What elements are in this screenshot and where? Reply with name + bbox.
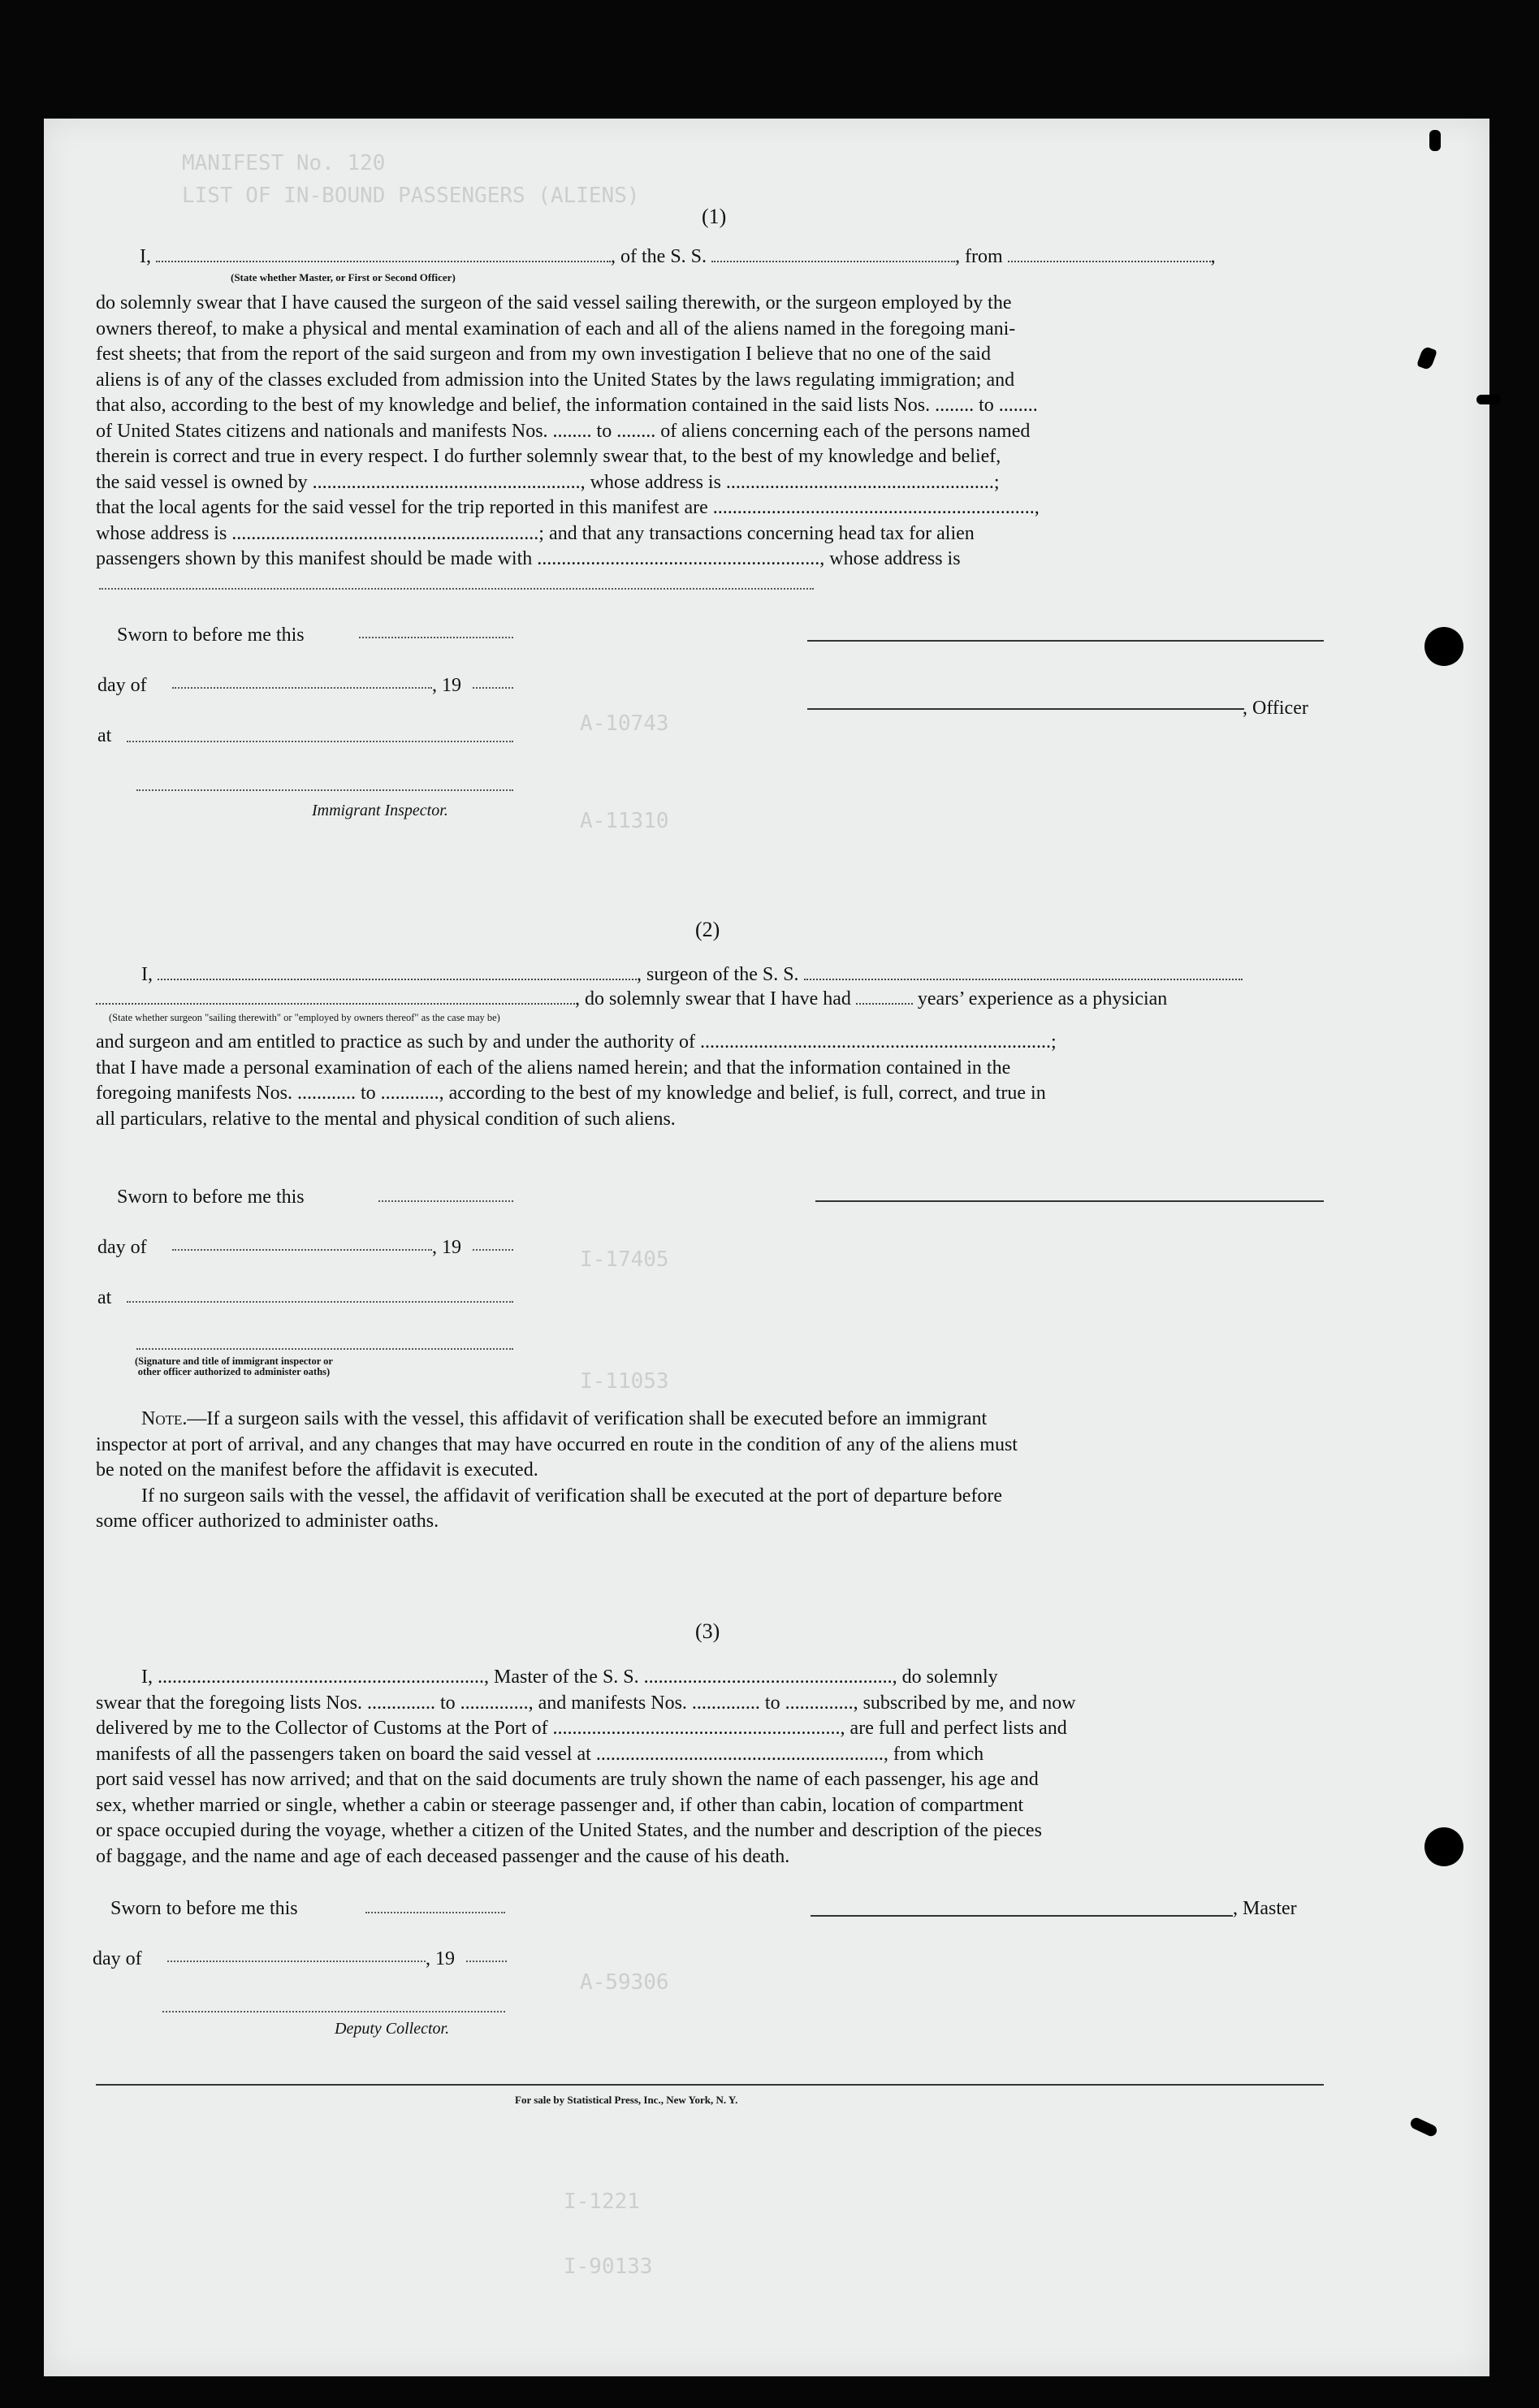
address-field[interactable] (99, 588, 814, 590)
bleed-through-text: LIST OF IN-BOUND PASSENGERS (ALIENS) (182, 184, 640, 208)
officer-signature-line-1[interactable] (807, 640, 1324, 642)
year-label: , 19 (432, 675, 461, 696)
oath-line: that the local agents for the said vessel for the trip reported in this manifest are .................................................................., (96, 497, 1040, 518)
bleed-through-text: I-1221 (564, 2190, 640, 2214)
year-field[interactable] (473, 687, 513, 689)
from-label: , from (955, 246, 1003, 267)
section-1-oath-text (96, 291, 1379, 573)
oath-line: swear that the foregoing lists Nos. .............. to .............., and manifests Nos. .............. to .............., subscribed by me, and now (96, 1692, 1076, 1714)
oath-line: manifests of all the passengers taken on board the said vessel at ..........................................................., from which (96, 1743, 984, 1765)
year-label: , 19 (426, 1948, 455, 1969)
bleed-through-text: A-11310 (580, 809, 669, 833)
note-label: Note. (141, 1408, 188, 1429)
surgeon-signature-line[interactable] (815, 1200, 1324, 1202)
oath-line: therein is correct and true in every respect. I do further solemnly swear that, to the best of my knowledge and belief, (96, 446, 1001, 467)
oath-line: that I have made a personal examination of each of the aliens named herein; and that the information contained in the (96, 1057, 1011, 1079)
oath-line: all particulars, relative to the mental and physical condition of such aliens. (96, 1108, 676, 1130)
oath-line: that also, according to the best of my knowledge and belief, the information contained in the said lists Nos. ........ to ........ (96, 395, 1038, 416)
note-line (96, 1407, 1379, 1433)
day-of-label: day of (93, 1948, 142, 1969)
surgeon-vessel-field[interactable] (804, 964, 1243, 980)
day-of-field[interactable] (172, 687, 432, 689)
officer-name-field[interactable] (156, 246, 611, 262)
oath-line: whose address is ...............................................................; and that any transactions concerning head tax for alien (96, 522, 975, 544)
bleed-through-text: I-11053 (580, 1369, 669, 1394)
signature-caption (135, 1356, 333, 1377)
sworn-date-field[interactable] (378, 1200, 513, 1202)
surgeon-name-field[interactable] (158, 964, 637, 980)
section-3-heading: (3) (695, 1619, 720, 1643)
years-field[interactable] (856, 988, 913, 1005)
oath-line: the said vessel is owned by ......................................................., whose address is .......................................................; (96, 471, 1000, 493)
oath-line: aliens is of any of the classes excluded from admission into the United States by the laws regulating immigration; and (96, 369, 1015, 391)
oath-pronoun: I, (140, 246, 151, 267)
signature-caption-line: (Signature and title of immigrant inspector or (135, 1355, 333, 1367)
master-signature-line[interactable] (811, 1915, 1233, 1917)
document-page (44, 119, 1489, 2376)
bleed-through-text: MANIFEST No. 120 (182, 151, 386, 175)
punch-hole (1424, 1827, 1463, 1866)
edge-nick (1476, 395, 1501, 404)
years-experience-label: years’ experience as a physician (917, 988, 1168, 1009)
section-2-line-2 (96, 988, 1167, 1010)
sworn-date-field[interactable] (359, 637, 513, 638)
oath-pronoun: I, (141, 964, 153, 985)
year-label: , 19 (432, 1237, 461, 1258)
bleed-through-text: A-59306 (580, 1970, 669, 1995)
footer-rule (96, 2084, 1324, 2086)
deputy-collector-label: Deputy Collector. (335, 2020, 450, 2038)
note-line: some officer authorized to administer oaths. (96, 1511, 439, 1532)
year-field[interactable] (466, 1961, 507, 1962)
day-of-field[interactable] (172, 1249, 432, 1251)
inspector-signature-field[interactable] (136, 1348, 513, 1350)
collector-signature-field[interactable] (162, 2011, 505, 2012)
bleed-through-text: A-10743 (580, 711, 669, 736)
day-of-field[interactable] (167, 1961, 426, 1962)
immigrant-inspector-label: Immigrant Inspector. (312, 802, 448, 819)
year-field[interactable] (473, 1249, 513, 1251)
surgeon-caption: (State whether surgeon "sailing therewith" or "employed by owners thereof" as the case may be) (109, 1012, 500, 1023)
bleed-through-text: I-17405 (580, 1247, 669, 1272)
sworn-label: Sworn to before me this (110, 1898, 298, 1919)
section-2-line-1 (141, 963, 1243, 986)
oath-line: passengers shown by this manifest should be made with .........................................................., whose address is (96, 548, 961, 569)
edge-nick (1429, 130, 1441, 151)
section-2-heading: (2) (695, 918, 720, 941)
officer-signature-line-2[interactable] (807, 708, 1244, 710)
oath-line: I, ..................................................................., Master of the S. S. ..................................................., do solemnly (141, 1667, 998, 1688)
oath-line: and surgeon and am entitled to practice as such by and under the authority of ........................................................................; (96, 1031, 1057, 1053)
at-label: at (97, 1287, 112, 1308)
oath-line: port said vessel has now arrived; and that on the said documents are truly shown the name of each passenger, his age and (96, 1769, 1039, 1790)
port-from-field[interactable] (1008, 246, 1211, 262)
note-line: inspector at port of arrival, and any changes that may have occurred en route in the condition of any of the aliens must (96, 1433, 1018, 1455)
note-line-text: —If a surgeon sails with the vessel, this affidavit of verification shall be executed before an immigrant (187, 1408, 988, 1429)
section-3-oath-text (96, 1665, 1379, 1870)
sworn-date-field[interactable] (365, 1912, 505, 1913)
sworn-label: Sworn to before me this (117, 625, 305, 646)
note-line: If no surgeon sails with the vessel, the affidavit of verification shall be executed at the port of departure before (141, 1485, 1003, 1507)
oath-line: do solemnly swear that I have caused the surgeon of the said vessel sailing therewith, or the surgeon employed by the (96, 292, 1012, 313)
vessel-name-field[interactable] (711, 246, 955, 262)
bleed-through-text: I-90133 (564, 2255, 653, 2279)
section-1-line-1 (140, 245, 1216, 268)
section-2-oath-text (96, 1030, 1379, 1132)
comma: , (1210, 246, 1216, 267)
sworn-label: Sworn to before me this (117, 1187, 305, 1208)
section-1-heading: (1) (702, 205, 727, 228)
oath-line: sex, whether married or single, whether a cabin or steerage passenger and, if other than cabin, location of compartment (96, 1794, 1024, 1816)
master-label: , Master (1233, 1898, 1297, 1919)
inspector-signature-field[interactable] (136, 789, 513, 791)
oath-line: of United States citizens and nationals and manifests Nos. ........ to ........ of aliens concerning each of the persons named (96, 420, 1031, 442)
at-field[interactable] (127, 1301, 513, 1303)
day-of-label: day of (97, 675, 147, 696)
signature-caption-line: other officer authorized to administer oaths) (137, 1366, 331, 1377)
day-of-label: day of (97, 1237, 147, 1258)
note-line: be noted on the manifest before the affidavit is executed. (96, 1459, 538, 1481)
officer-caption: (State whether Master, or First or Second Officer) (231, 271, 456, 283)
surgeon-type-field[interactable] (96, 988, 575, 1005)
surgeon-of-ss-label: , surgeon of the S. S. (637, 964, 799, 985)
oath-line: or space occupied during the voyage, whether a citizen of the United States, and the number and description of the pieces (96, 1820, 1042, 1841)
oath-line: owners thereof, to make a physical and mental examination of each and all of the aliens named in the foregoing mani- (96, 318, 1016, 339)
oath-line: of baggage, and the name and age of each deceased passenger and the cause of his death. (96, 1845, 790, 1867)
oath-line: fest sheets; that from the report of the said surgeon and from my own investigation I believe that no one of the said (96, 344, 991, 365)
oath-line: delivered by me to the Collector of Customs at the Port of ..........................................................., are full and perfect lists and (96, 1718, 1067, 1739)
footer-printer-credit: For sale by Statistical Press, Inc., New York, N. Y. (515, 2094, 738, 2106)
punch-hole (1424, 627, 1463, 666)
at-label: at (97, 725, 112, 746)
at-field[interactable] (127, 741, 513, 742)
solemnly-swear-label: , do solemnly swear that I have had (575, 988, 851, 1009)
officer-label: , Officer (1243, 698, 1308, 719)
oath-line: foregoing manifests Nos. ............ to ............, according to the best of my knowledge and belief, is full, correct, and true in (96, 1083, 1046, 1104)
of-ss-label: , of the S. S. (611, 246, 707, 267)
note-text (96, 1407, 1379, 1535)
